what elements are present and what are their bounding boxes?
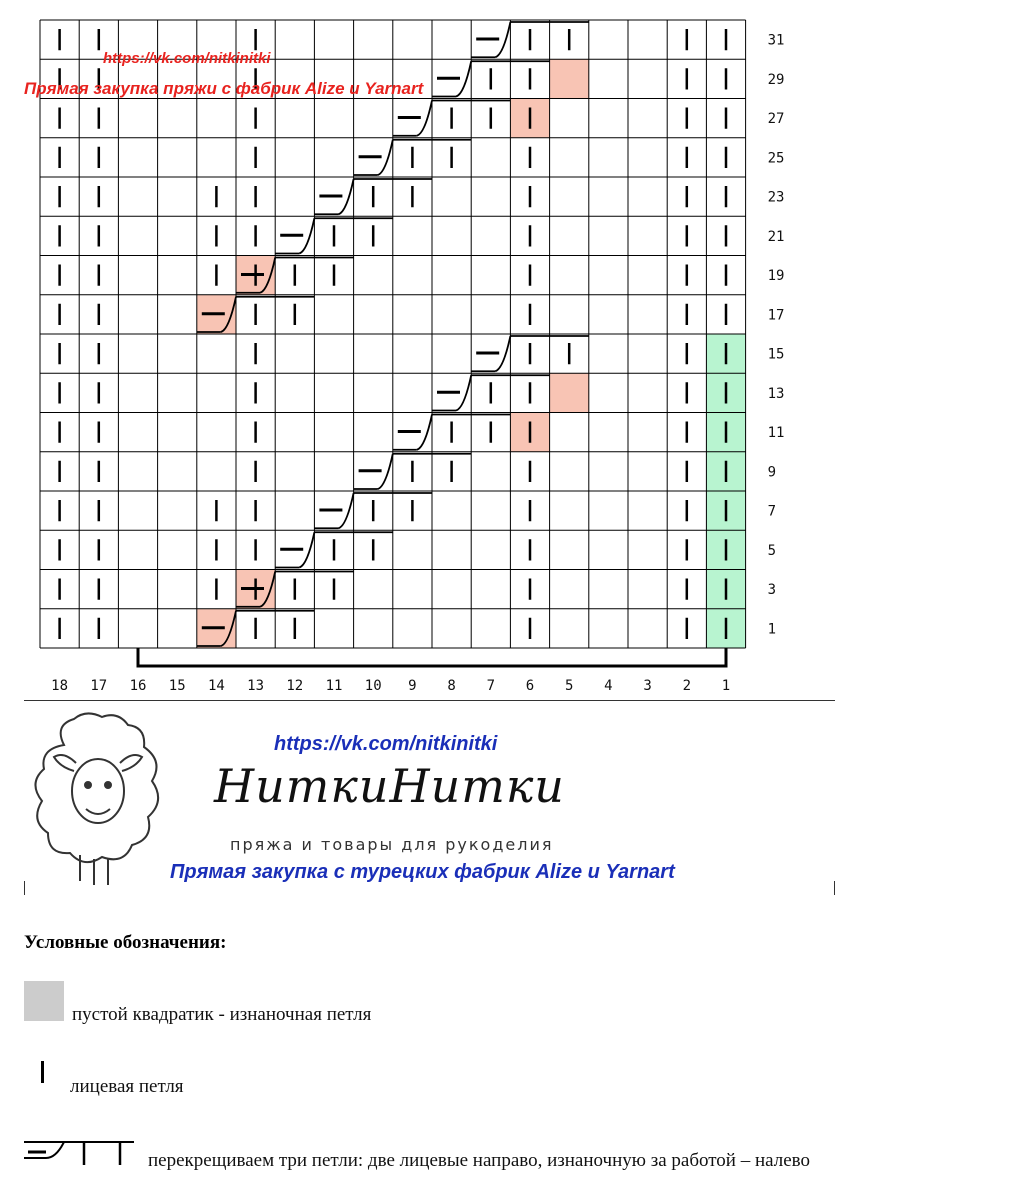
column-label: 6	[525, 678, 535, 694]
column-label: 5	[564, 678, 574, 694]
watermark-url: https://vk.com/nitkinitki	[103, 50, 271, 67]
banner-url: https://vk.com/nitkinitki	[274, 733, 498, 755]
row-label: 29	[767, 71, 785, 88]
row-label: 19	[767, 268, 785, 285]
column-label: 7	[486, 678, 496, 694]
column-labels	[51, 678, 730, 694]
row-label: 17	[767, 307, 785, 324]
row-label: 23	[767, 189, 785, 206]
column-label: 1	[721, 678, 731, 694]
row-labels	[768, 33, 785, 638]
cable-symbol-icon	[24, 1131, 134, 1167]
row-label: 9	[767, 464, 777, 481]
banner-subtitle: пряжа и товары для рукоделия	[230, 835, 554, 854]
repeat-bracket	[138, 648, 726, 666]
banner-tagline: Прямая закупка с турецких фабрик Alize и Yarnart	[170, 861, 675, 883]
column-label: 15	[168, 678, 186, 694]
column-label: 18	[51, 678, 69, 694]
column-label: 4	[604, 678, 613, 694]
repeat-bracket-line	[138, 648, 726, 666]
column-label: 2	[682, 678, 692, 694]
row-label: 5	[767, 542, 777, 559]
sheep-logo-icon	[24, 705, 174, 895]
banner-right-edge	[834, 881, 835, 895]
watermark-tagline: Прямая закупка пряжи с фабрик Alize и Yarnart	[24, 79, 424, 98]
legend-title: Условные обозначения:	[24, 932, 227, 953]
legend-purl-text: пустой квадратик - изнаночная петля	[72, 1004, 372, 1025]
row-label: 15	[767, 346, 785, 363]
row-label: 21	[767, 228, 785, 245]
pink-cell	[550, 373, 589, 412]
column-label: 16	[129, 678, 147, 694]
column-label: 17	[90, 678, 108, 694]
column-label: 14	[207, 678, 225, 694]
pink-cell	[550, 59, 589, 98]
column-label: 11	[325, 678, 343, 694]
purl-symbol-icon	[24, 981, 64, 1021]
row-label: 27	[767, 111, 785, 128]
row-label: 25	[767, 150, 785, 167]
column-label: 13	[247, 678, 265, 694]
column-label: 10	[364, 678, 382, 694]
grid-lines	[40, 20, 746, 648]
column-label: 9	[408, 678, 417, 694]
row-label: 31	[767, 32, 785, 49]
row-label: 7	[767, 503, 777, 520]
legend-knit-text: лицевая петля	[70, 1076, 184, 1097]
column-label: 3	[643, 678, 652, 694]
row-label: 13	[767, 385, 785, 402]
legend-cross-text: перекрещиваем три петли: две лицевые направо, изнаночную за работой – налево	[148, 1150, 810, 1171]
row-label: 3	[767, 582, 777, 599]
knit-symbol-icon	[41, 1061, 44, 1083]
column-label: 12	[286, 678, 304, 694]
row-label: 1	[767, 621, 777, 638]
row-label: 11	[767, 425, 785, 442]
shop-banner	[24, 700, 835, 895]
column-label: 8	[447, 678, 456, 694]
banner-brand: НиткиНитки	[214, 759, 565, 813]
